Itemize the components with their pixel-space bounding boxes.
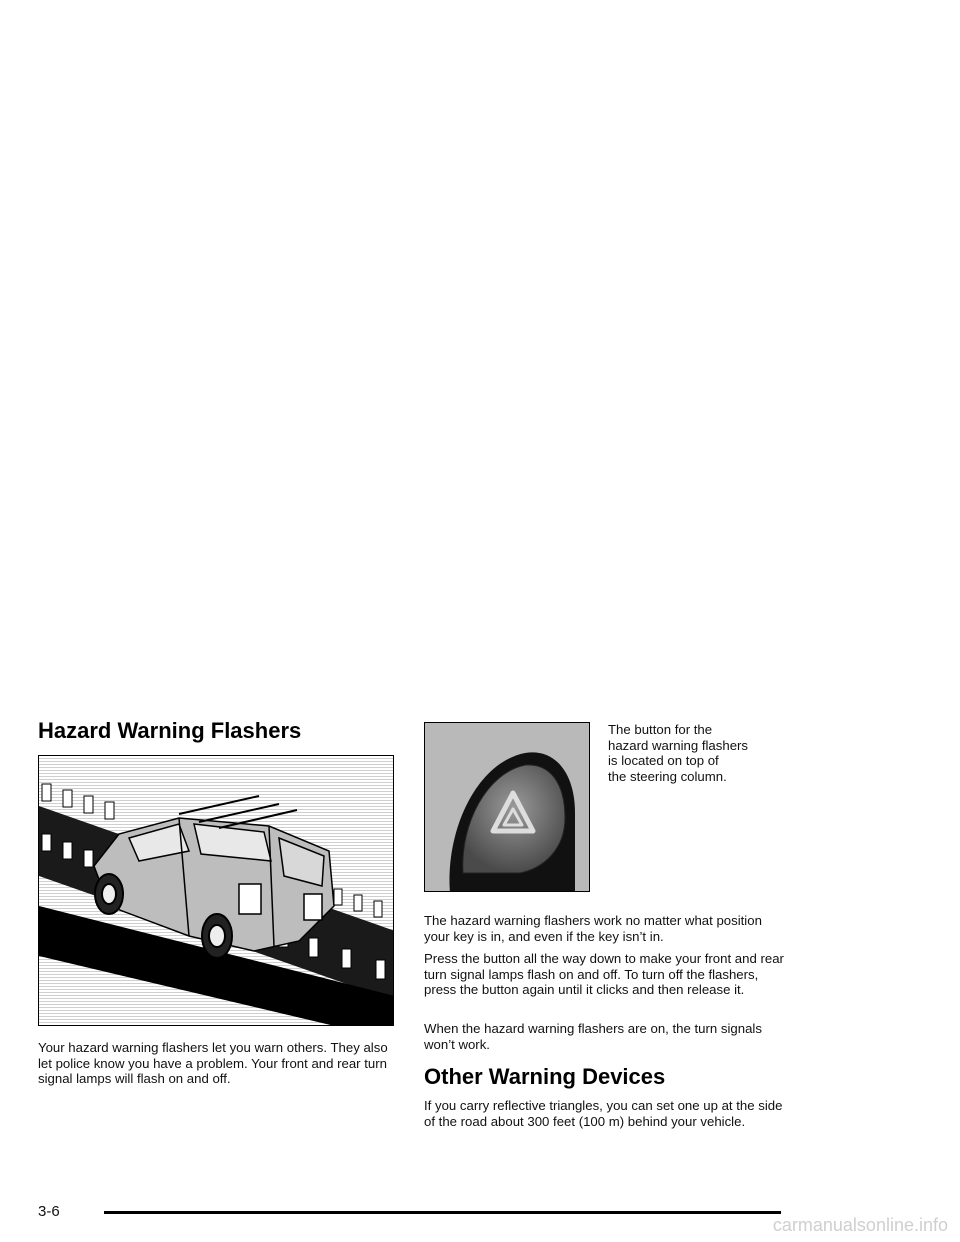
paragraph-turn-signals: When the hazard warning flashers are on, the turn signals won’t work. (424, 1021, 762, 1052)
button-caption-line: hazard warning flashers (608, 737, 749, 753)
paragraph-press-button: Press the button all the way down to make your front and rear turn signal lamps flash on and off. To turn off the flashers, press the button again until it clicks and then release it. (424, 951, 784, 997)
suv-on-road-illustration (38, 755, 394, 1026)
paragraph-hazard-intro: Your hazard warning flashers let you warn others. They also let police know you have a problem. Your front and rear turn signal lamps will flash on and off. (38, 1040, 388, 1086)
section-heading-hazard: Hazard Warning Flashers (38, 718, 302, 743)
paragraph-key-position: The hazard warning flashers work no matter what position your key is in, and even if the key isn’t in. (424, 913, 762, 944)
hazard-button-illustration (424, 722, 590, 892)
watermark: carmanualsonline.info (772, 1215, 948, 1235)
footer-rule (104, 1211, 781, 1214)
button-caption (608, 722, 788, 784)
paragraph-reflective-triangles: If you carry reflective triangles, you can set one up at the side of the road about 300 feet (100 m) behind your vehicle. (424, 1098, 783, 1129)
button-caption-line: The button for the (608, 722, 713, 737)
section-heading-other-devices: Other Warning Devices (424, 1064, 666, 1089)
button-caption-line: the steering column. (608, 768, 727, 784)
page-number: 3-6 (38, 1203, 60, 1220)
button-caption-line: is located on top of (608, 753, 719, 768)
